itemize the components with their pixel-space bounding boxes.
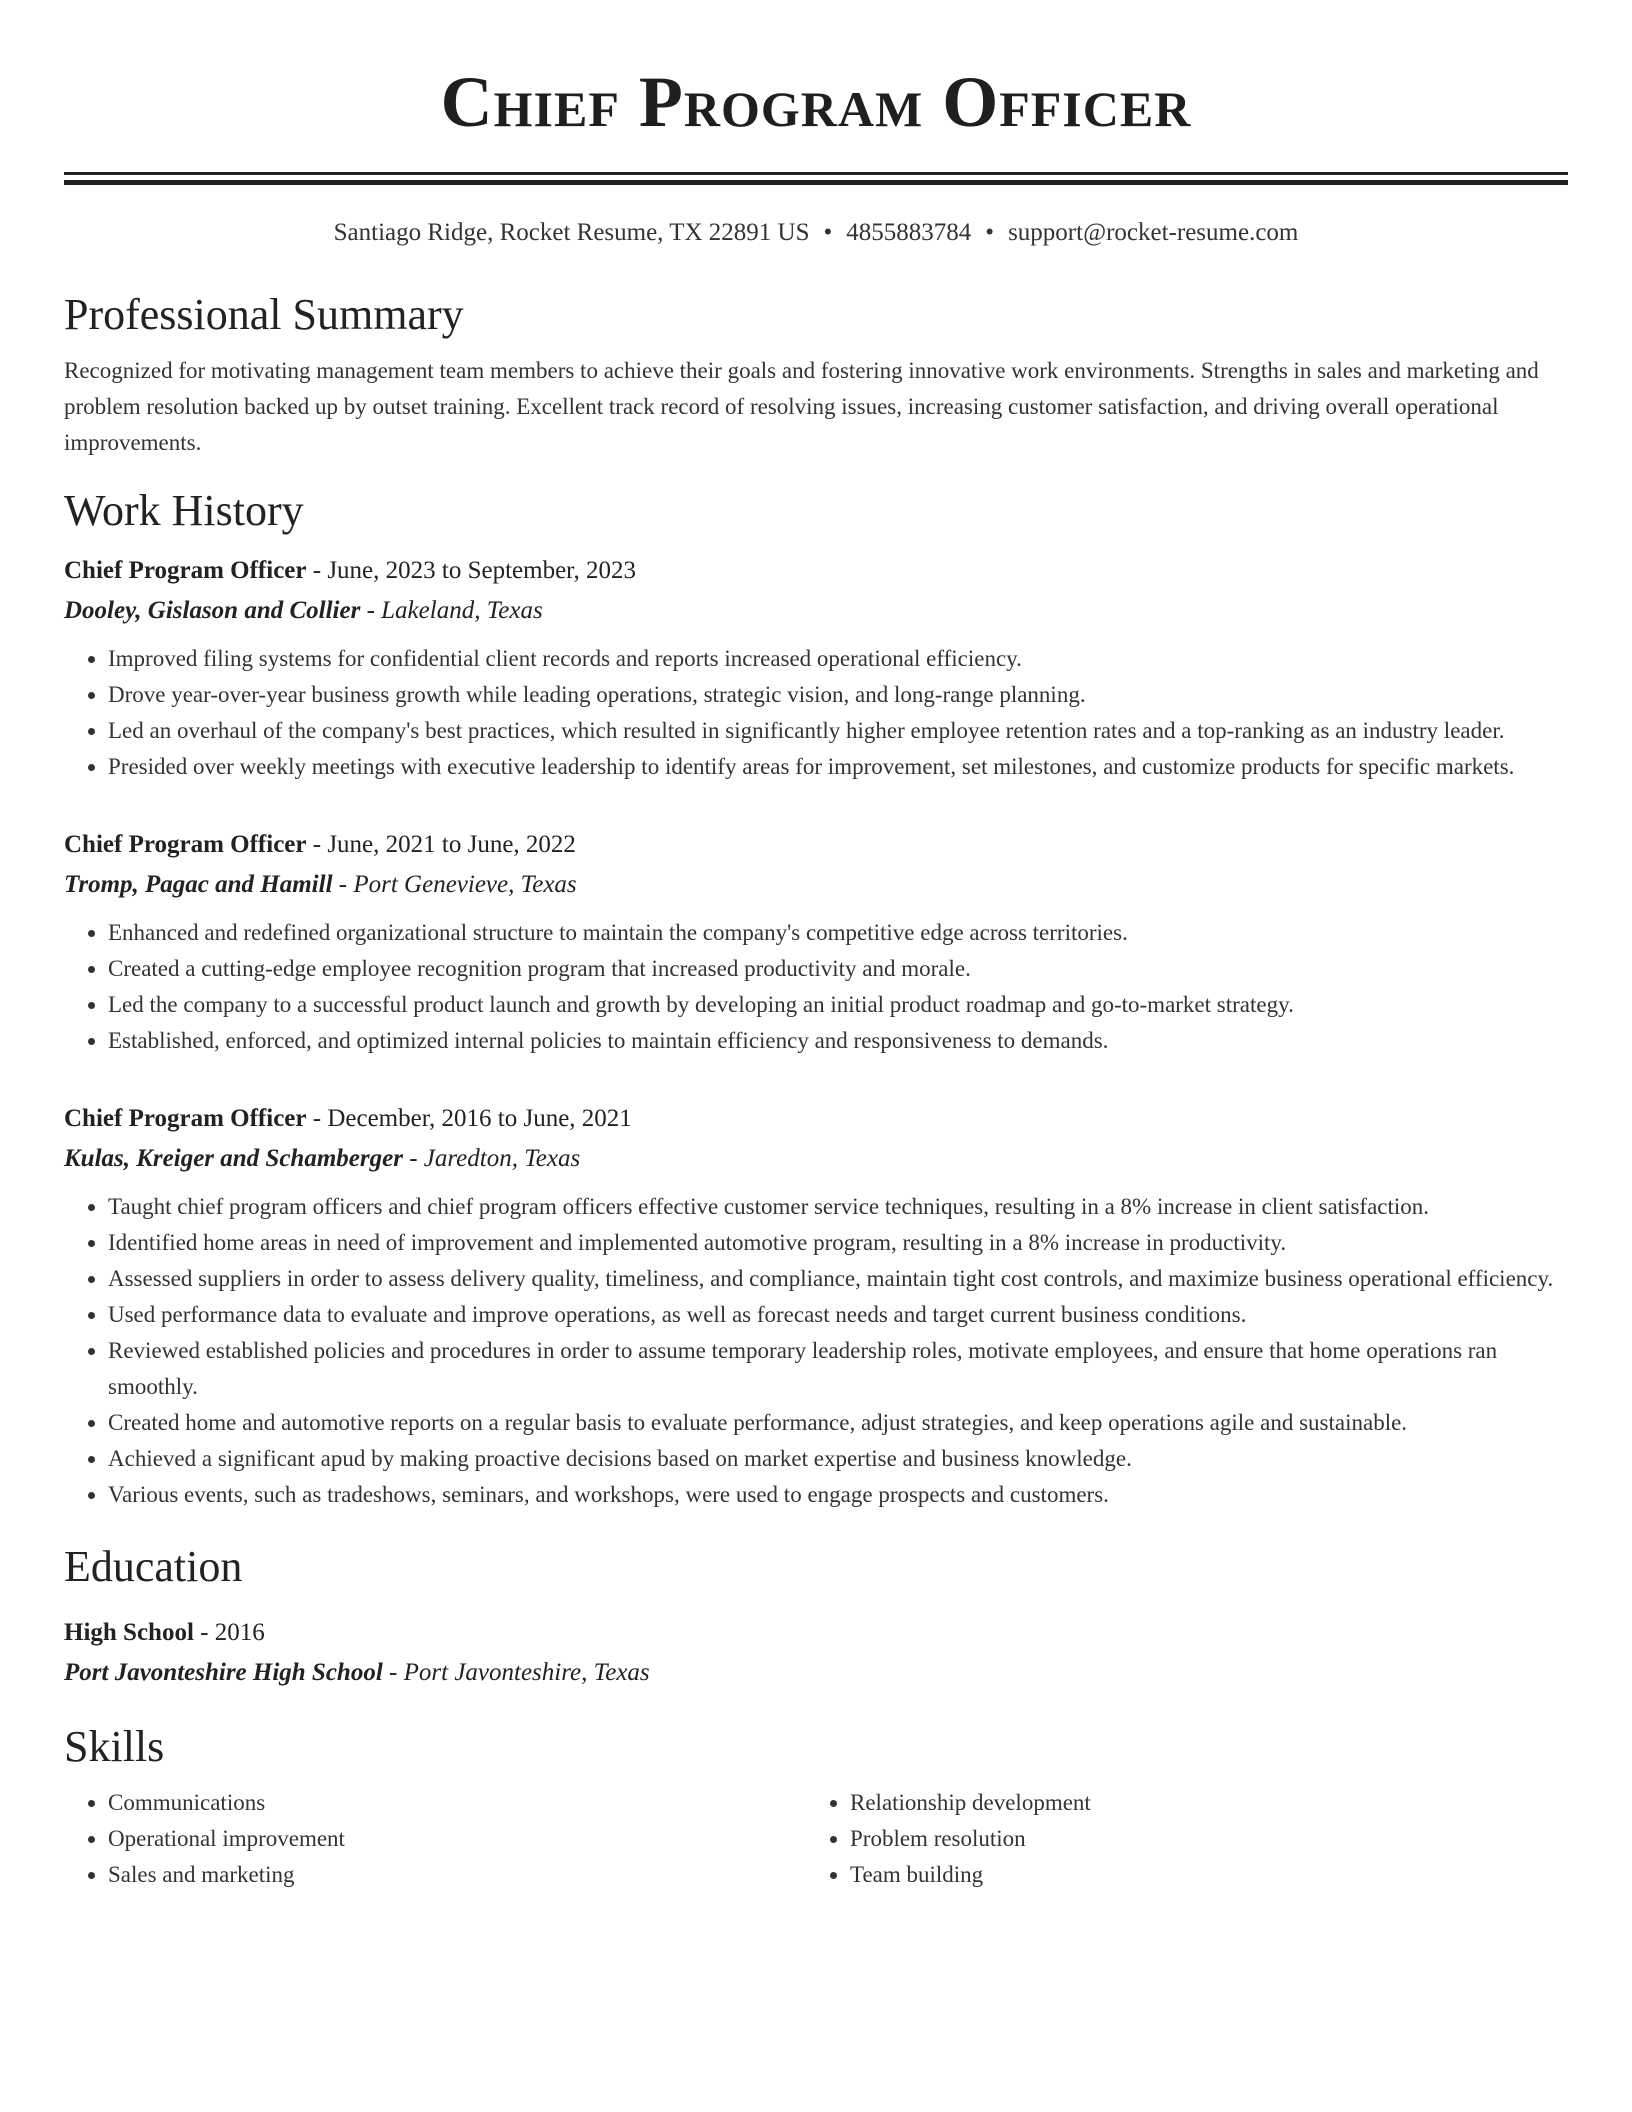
job-bullet: • Taught chief program officers and chief program officers effective customer service techniques, resulting in a 8% increase in client satisfaction. [108,1189,1568,1225]
job-bullet: • Established, enforced, and optimized internal policies to maintain efficiency and responsiveness to demands. [108,1023,1568,1059]
job-bullet: • Drove year-over-year business growth while leading operations, strategic vision, and long-range planning. [108,677,1568,713]
work-history-heading: Work History [64,486,304,535]
contact-phone: 4855883784 [846,219,972,246]
job-bullets [64,641,1568,785]
header-double-rule [64,172,1568,185]
job-bullet: • Reviewed established policies and procedures in order to assume temporary leadership roles, motivate employees, and ensure that home operations ran smoothly. [108,1333,1568,1405]
job-dates: - December, 2016 to June, 2021 [306,1105,632,1132]
job-bullet: • Used performance data to evaluate and improve operations, as well as forecast needs and target current business conditions. [108,1297,1568,1333]
education-degree: High School [64,1619,194,1646]
education-entry [64,1613,1568,1693]
job-company-line [64,1139,1568,1179]
job-company: Tromp, Pagac and Hamill [64,871,333,898]
summary-heading: Professional Summary [64,290,464,339]
job-dates: - June, 2021 to June, 2022 [306,831,576,858]
skills-heading: Skills [64,1722,165,1771]
education-location: - Port Javonteshire, Texas [382,1659,650,1686]
job-title: Chief Program Officer [64,831,307,858]
contact-separator: • [823,219,833,246]
job-bullet: • Created a cutting-edge employee recognition program that increased productivity and morale. [108,951,1568,987]
job-title-line [64,1099,1568,1139]
job-bullet: • Presided over weekly meetings with executive leadership to identify areas for improvement, set milestones, and customize products for specific markets. [108,749,1568,785]
education-school-line [64,1653,1568,1693]
job-bullet: • Enhanced and redefined organizational structure to maintain the company's competitive edge across territories. [108,915,1568,951]
skill-item: • Relationship development [850,1785,1548,1821]
contact-line [64,217,1568,249]
job-bullets [64,1189,1568,1513]
job-company-line [64,591,1568,631]
resume-name: Chief Program Officer [440,62,1192,142]
skill-item: • Problem resolution [850,1821,1548,1857]
contact-email: support@rocket-resume.com [1008,219,1299,246]
job-company: Kulas, Kreiger and Schamberger [64,1145,403,1172]
job-company: Dooley, Gislason and Collier [64,597,361,624]
job-bullet: • Led the company to a successful product launch and growth by developing an initial product roadmap and go-to-market strategy. [108,987,1568,1023]
job-entry [64,825,1568,1059]
job-title-line [64,551,1568,591]
job-entry [64,1099,1568,1513]
job-bullets [64,915,1568,1059]
education-degree-line [64,1613,1568,1653]
job-bullet: • Led an overhaul of the company's best practices, which resulted in significantly higher employee retention rates and a top-ranking as an industry leader. [108,713,1568,749]
job-dates: - June, 2023 to September, 2023 [306,557,637,584]
job-location: - Port Genevieve, Texas [332,871,577,898]
job-title: Chief Program Officer [64,557,307,584]
job-bullet: • Created home and automotive reports on a regular basis to evaluate performance, adjust strategies, and keep operations agile and sustainable. [108,1405,1568,1441]
education-year: - 2016 [193,1619,265,1646]
contact-separator: • [985,219,995,246]
education-school: Port Javonteshire High School [64,1659,383,1686]
job-location: - Jaredton, Texas [402,1145,581,1172]
skill-item: • Operational improvement [108,1821,806,1857]
education-heading: Education [64,1542,243,1591]
skill-item: • Sales and marketing [108,1857,806,1893]
job-entry [64,551,1568,785]
job-title-line [64,825,1568,865]
skill-item: • Team building [850,1857,1548,1893]
job-company-line [64,865,1568,905]
job-location: - Lakeland, Texas [360,597,543,624]
skill-item: • Communications [108,1785,806,1821]
contact-address: Santiago Ridge, Rocket Resume, TX 22891 US [333,219,810,246]
job-bullet: • Achieved a significant apud by making proactive decisions based on market expertise and business knowledge. [108,1441,1568,1477]
skills-list-right [806,1785,1548,1893]
job-bullet: • Various events, such as tradeshows, seminars, and workshops, were used to engage prospects and customers. [108,1477,1568,1513]
job-bullet: • Improved filing systems for confidential client records and reports increased operational efficiency. [108,641,1568,677]
job-bullet: • Assessed suppliers in order to assess delivery quality, timeliness, and compliance, maintain tight cost controls, and maximize business operational efficiency. [108,1261,1568,1297]
skills-list-left [64,1785,806,1893]
summary-text: Recognized for motivating management team members to achieve their goals and fostering innovative work environments. Strengths in sales and marketing and problem resolution backed up by outset training. Excellent track record of resolving issues, increasing customer satisfaction, and driving overall operational improvements. [64,358,1539,455]
job-bullet: • Identified home areas in need of improvement and implemented automotive program, resulting in a 8% increase in productivity. [108,1225,1568,1261]
job-title: Chief Program Officer [64,1105,307,1132]
skills-columns [64,1785,1568,1893]
